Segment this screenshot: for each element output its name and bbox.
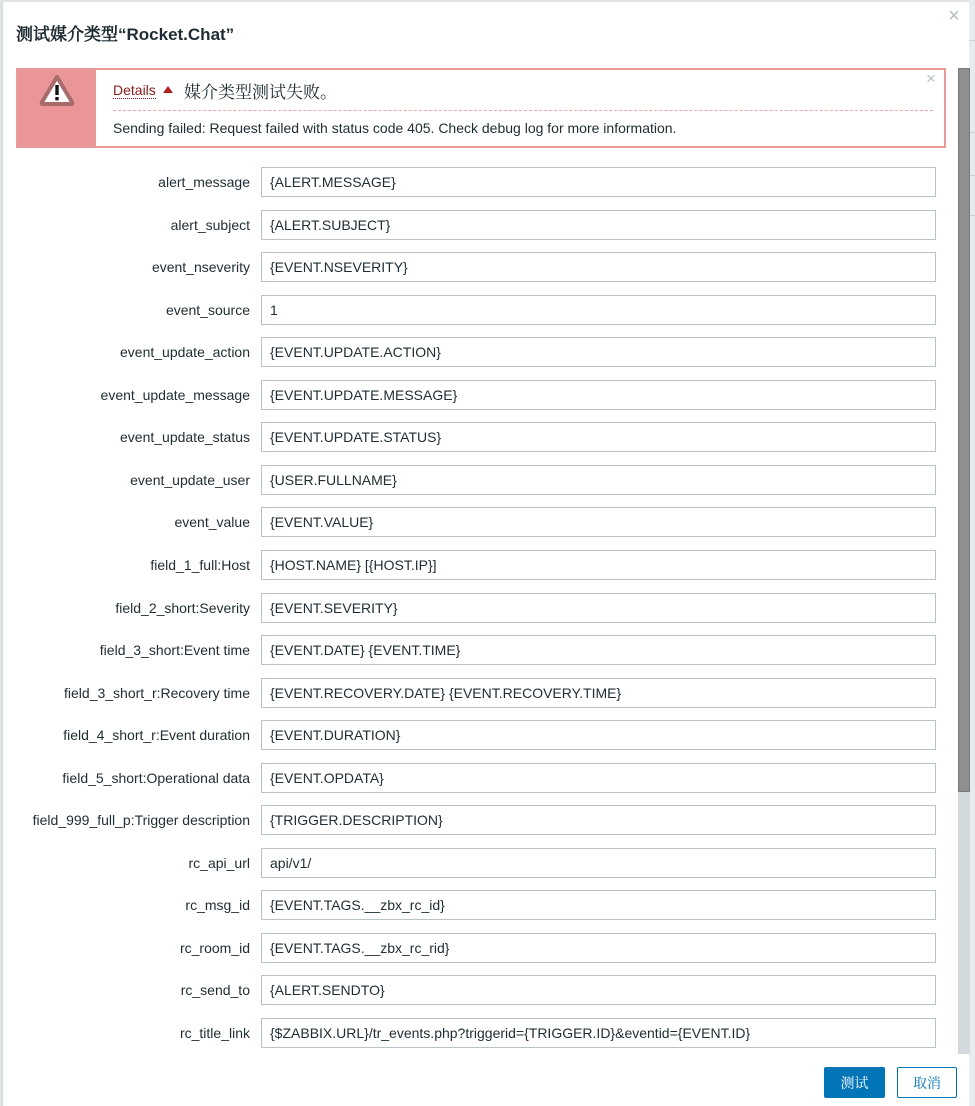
form-row	[3, 805, 943, 835]
parameter-value-input[interactable]	[261, 380, 936, 410]
scrollbar-thumb[interactable]	[958, 68, 970, 792]
form-row	[3, 720, 943, 750]
form-row	[3, 550, 943, 580]
form-row	[3, 848, 943, 878]
warning-triangle-icon	[39, 74, 75, 106]
form-row	[3, 933, 943, 963]
field-label: event_source	[165, 302, 250, 318]
form-row	[3, 337, 943, 367]
message-title: 媒介类型测试失败。	[184, 83, 337, 102]
form-row	[3, 1018, 943, 1048]
form-row	[3, 167, 943, 197]
error-message-box	[16, 68, 946, 148]
message-divider	[113, 110, 933, 111]
message-detail-text: Sending failed: Request failed with status code 405. Check debug log for more information.	[113, 120, 677, 136]
form-row	[3, 975, 943, 1005]
field-label: field_2_short:Severity	[115, 600, 250, 616]
parameter-value-input[interactable]	[261, 210, 936, 240]
field-label: rc_send_to	[180, 982, 250, 998]
form-row	[3, 635, 943, 665]
parameter-value-input[interactable]	[261, 422, 936, 452]
form-row	[3, 465, 943, 495]
error-icon-box	[18, 70, 96, 146]
parameter-value-input[interactable]	[261, 593, 936, 623]
parameter-value-input[interactable]	[261, 507, 936, 537]
field-label: field_999_full_p:Trigger description	[32, 812, 250, 828]
field-label: rc_api_url	[188, 855, 250, 871]
form-row	[3, 210, 943, 240]
form-row	[3, 890, 943, 920]
field-label: rc_msg_id	[185, 897, 250, 913]
field-label: event_update_action	[120, 344, 250, 360]
field-label: field_3_short_r:Recovery time	[64, 685, 250, 701]
form-row	[3, 252, 943, 282]
field-label: rc_title_link	[179, 1025, 250, 1041]
parameter-value-input[interactable]	[261, 763, 936, 793]
field-label: field_5_short:Operational data	[62, 770, 250, 786]
form-row	[3, 593, 943, 623]
cancel-button[interactable]: 取消	[897, 1067, 957, 1098]
form-row	[3, 763, 943, 793]
parameter-value-input[interactable]	[261, 252, 936, 282]
field-label: alert_subject	[170, 217, 250, 233]
form-row	[3, 678, 943, 708]
parameter-value-input[interactable]	[261, 550, 936, 580]
field-label: rc_room_id	[179, 940, 250, 956]
field-label: field_3_short:Event time	[99, 642, 250, 658]
form-row	[3, 422, 943, 452]
test-button[interactable]: 测试	[824, 1067, 885, 1098]
parameter-value-input[interactable]	[261, 1018, 936, 1048]
parameter-value-input[interactable]	[261, 848, 936, 878]
field-label: event_update_status	[120, 429, 250, 445]
field-label: event_update_message	[100, 387, 250, 403]
parameter-value-input[interactable]	[261, 635, 936, 665]
close-icon[interactable]: ×	[948, 5, 960, 27]
field-label: event_update_user	[130, 472, 250, 488]
parameter-value-input[interactable]	[261, 805, 936, 835]
field-label: field_4_short_r:Event duration	[63, 727, 250, 743]
arrow-up-icon[interactable]	[163, 86, 173, 93]
field-label: event_nseverity	[151, 259, 250, 275]
parameter-value-input[interactable]	[261, 465, 936, 495]
parameter-value-input[interactable]	[261, 295, 936, 325]
field-label: alert_message	[158, 174, 250, 190]
field-label: field_1_full:Host	[150, 557, 250, 573]
parameter-value-input[interactable]	[261, 720, 936, 750]
test-media-type-dialog	[2, 2, 969, 1106]
form-row	[3, 295, 943, 325]
close-icon[interactable]: ×	[926, 69, 936, 88]
parameter-value-input[interactable]	[261, 337, 936, 367]
form-row	[3, 380, 943, 410]
parameter-value-input[interactable]	[261, 933, 936, 963]
field-label: event_value	[174, 514, 250, 530]
parameter-value-input[interactable]	[261, 975, 936, 1005]
parameter-value-input[interactable]	[261, 890, 936, 920]
parameter-value-input[interactable]	[261, 678, 936, 708]
parameter-value-input[interactable]	[261, 167, 936, 197]
details-toggle-link[interactable]: Details	[113, 82, 156, 98]
form-row	[3, 507, 943, 537]
dialog-title: 测试媒介类型“Rocket.Chat”	[16, 25, 235, 44]
